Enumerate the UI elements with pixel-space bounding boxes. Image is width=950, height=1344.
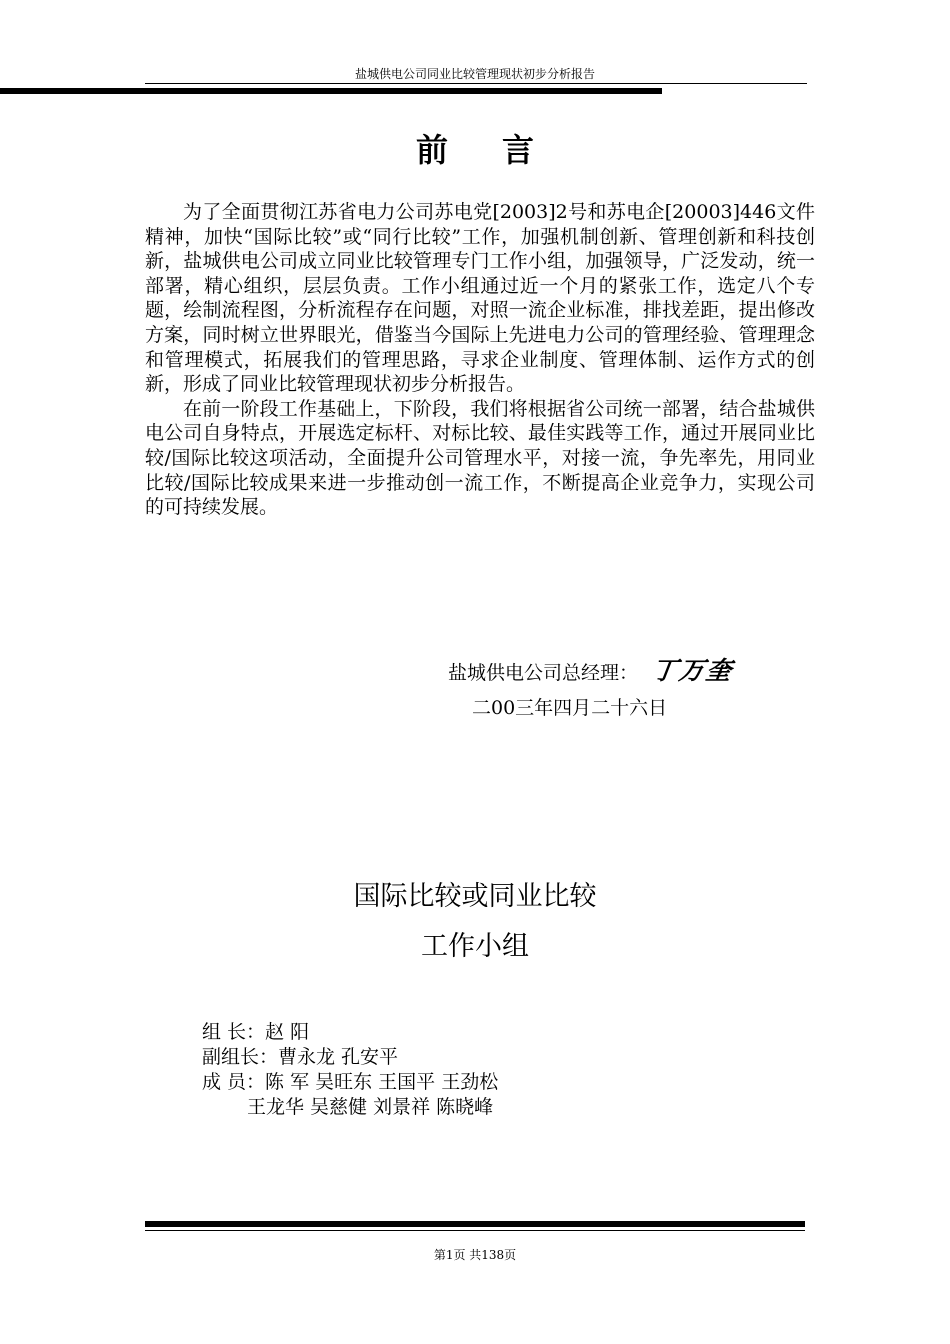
page-number: 第1页 共138页 — [433, 1248, 517, 1262]
group-leader: 组 长：赵 阳 — [202, 1021, 310, 1043]
group-members-line2: 王龙华 吴慈健 刘景祥 陈晓峰 — [247, 1096, 494, 1118]
group-deputy-leaders: 副组长：曹永龙 孔安平 — [202, 1046, 399, 1068]
working-group-title-line1: 国际比较或同业比较 — [353, 881, 597, 912]
preface-paragraph-1: 为了全面贯彻江苏省电力公司苏电党[2003]2号和苏电企[20003]446文件精神，加快“国际比较”或“同行比较”工作，加强机制创新、管理创新和科技创新，盐城供电公司成立同业比较管理专门工作小组，加强领导，广泛发动，统一部署，精心组织，层层负责。工作小组通过近一个月的紧张工作，选定八个专题，绘制流程图，分析流程存在问题，对照一流企业标准，排找差距，提出修改方案，同时树立世界眼光，借鉴当今国际上先进电力公司的管理经验、管理理念和管理模式，拓展我们的管理思路，寻求企业制度、管理体制、运作方式的创新，形成了同业比较管理现状初步分析报告。 — [145, 201, 815, 396]
preface-title: 前言 — [415, 131, 588, 169]
signature-line — [448, 656, 736, 688]
signature-label: 盐城供电公司总经理： — [448, 662, 639, 684]
header-thick-rule — [0, 88, 662, 94]
group-members-line1: 成 员：陈 军 吴旺东 王国平 王劲松 — [202, 1071, 499, 1093]
footer-thick-rule — [145, 1221, 805, 1227]
footer-thin-rule — [145, 1230, 805, 1231]
preface-body — [145, 200, 815, 520]
preface-date: 二00三年四月二十六日 — [472, 697, 668, 719]
header-thin-rule — [145, 83, 807, 84]
preface-paragraph-2: 在前一阶段工作基础上，下阶段，我们将根据省公司统一部署，结合盐城供电公司自身特点，开展选定标杆、对标比较、最佳实践等工作，通过开展同业比较/国际比较这项活动，全面提升公司管理水平，对接一流，争先率先，用同业比较/国际比较成果来进一步推动创一流工作，不断提高企业竞争力，实现公司的可持续发展。 — [145, 397, 815, 519]
running-header-title: 盐城供电公司同业比较管理现状初步分析报告 — [354, 67, 595, 81]
working-group-title-line2: 工作小组 — [421, 931, 529, 962]
signature-name: 丁万奎 — [650, 656, 736, 685]
working-group-members — [202, 1020, 498, 1120]
